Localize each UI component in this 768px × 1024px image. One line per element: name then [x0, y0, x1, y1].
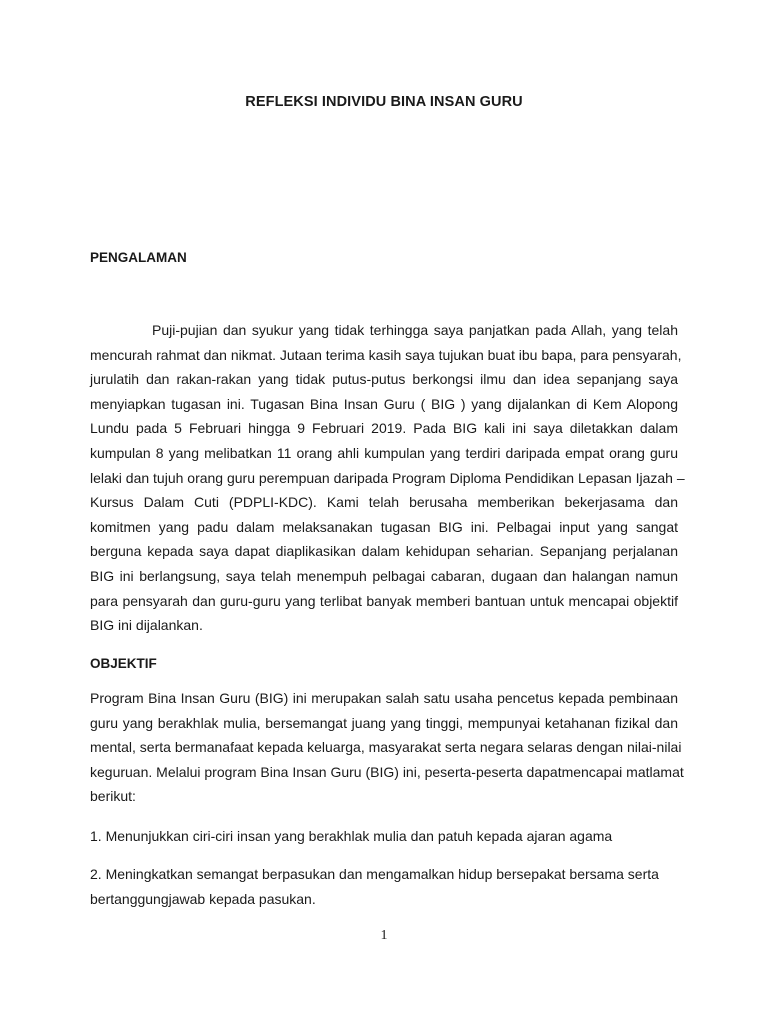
paragraph-line: berikut:	[90, 788, 136, 805]
paragraph-line: BIG ini berlangsung, saya telah menempuh pelbagai cabaran, dugaan dan halangan namun	[90, 567, 678, 584]
list-item	[90, 862, 678, 912]
list-item-line: 2. Meningkatkan semangat berpasukan dan mengamalkan hidup bersepakat bersama serta	[90, 866, 659, 882]
paragraph-line: lelaki dan tujuh orang guru perempuan daripada Program Diploma Pendidikan Lepasan Ijazah –	[90, 469, 685, 486]
paragraph-line: keguruan. Melalui program Bina Insan Guru (BIG) ini, peserta-peserta dapatmencapai matlamat	[90, 763, 684, 780]
paragraph-line: berguna kepada saya dapat diaplikasikan dalam kehidupan seharian. Sepanjang perjalanan	[90, 543, 678, 560]
paragraph-line: Kursus Dalam Cuti (PDPLI-KDC). Kami telah berusaha memberikan bekerjasama dan	[90, 494, 678, 511]
paragraph-line: Lundu pada 5 Februari hingga 9 Februari 2019. Pada BIG kali ini saya diletakkan dalam	[90, 420, 678, 437]
paragraph-objektif	[90, 686, 684, 809]
document-title: REFLEKSI INDIVIDU BINA INSAN GURU	[245, 94, 523, 110]
list-item	[90, 824, 678, 849]
paragraph-line: Program Bina Insan Guru (BIG) ini merupakan salah satu usaha pencetus kepada pembinaan	[90, 690, 678, 706]
paragraph-line: menyiapkan tugasan ini. Tugasan Bina Insan Guru ( BIG ) yang dijalankan di Kem Alopong	[90, 395, 678, 412]
section-heading-objektif: OBJEKTIF	[90, 656, 157, 671]
paragraph-line: BIG ini dijalankan.	[90, 617, 203, 634]
paragraph-line: kumpulan 8 yang melibatkan 11 orang ahli kumpulan yang terdiri daripada empat orang guru	[90, 444, 678, 461]
paragraph-line: mencurah rahmat dan nikmat. Jutaan terima kasih saya tujukan buat ibu bapa, para pensyarah,	[90, 346, 682, 363]
page-number: 1	[380, 928, 388, 943]
paragraph-line: jurulatih dan rakan-rakan yang tidak putus-putus berkongsi ilmu dan idea sepanjang saya	[90, 371, 678, 388]
paragraph-line: komitmen yang padu dalam melaksanakan tugasan BIG ini. Pelbagai input yang sangat	[90, 518, 678, 535]
section-heading-pengalaman: PENGALAMAN	[90, 250, 187, 265]
list-item-line: 1. Menunjukkan ciri-ciri insan yang berakhlak mulia dan patuh kepada ajaran agama	[90, 828, 613, 844]
paragraph-line: Puji-pujian dan syukur yang tidak terhingga saya panjatkan pada Allah, yang telah	[152, 322, 678, 338]
paragraph-pengalaman	[90, 318, 685, 638]
paragraph-line: para pensyarah dan guru-guru yang terlibat banyak memberi bantuan untuk mencapai objektif	[90, 592, 678, 609]
paragraph-line: mental, serta bermanafaat kepada keluarga, masyarakat serta negara selaras dengan nilai-nilai	[90, 739, 682, 756]
list-item-line: bertanggungjawab kepada pasukan.	[90, 891, 316, 907]
paragraph-line: guru yang berakhlak mulia, bersemangat juang yang tinggi, mempunyai ketahanan fizikal dan	[90, 714, 678, 731]
